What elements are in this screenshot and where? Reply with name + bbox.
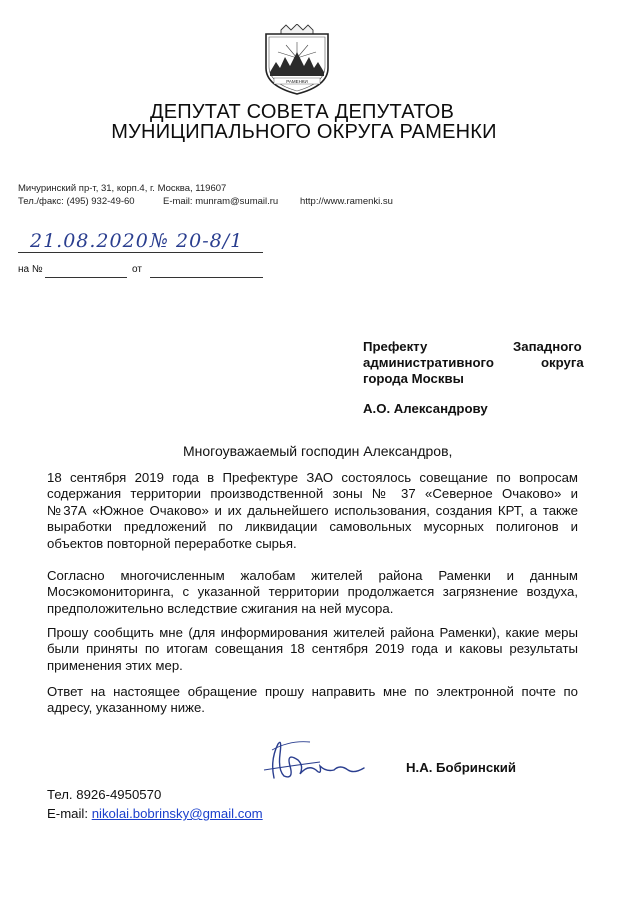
contact-email-label: E-mail:	[47, 806, 89, 821]
ref-date-line	[150, 277, 263, 278]
paragraph-4	[47, 684, 578, 717]
contact-email-row	[47, 806, 263, 821]
handwritten-number: № 20-8/1	[150, 230, 244, 252]
ref-date-label: от	[132, 264, 142, 275]
org-title-line2: МУНИЦИПАЛЬНОГО ОКРУГА РАМЕНКИ	[111, 121, 497, 143]
ref-number-label: на №	[18, 264, 43, 275]
paragraph-1	[47, 470, 578, 552]
paragraph-line: адресу, указанному ниже.	[47, 700, 205, 716]
svg-text:РАМЕНКИ: РАМЕНКИ	[286, 79, 308, 84]
paragraph-3	[47, 625, 578, 674]
paragraph-line: применения этих мер.	[47, 657, 183, 673]
paragraph-line: объектов повторной переработке сырья.	[47, 535, 297, 551]
org-phone: Тел./факс: (495) 932-49-60	[18, 196, 135, 207]
handwritten-date: 21.08.2020	[30, 230, 149, 252]
contact-phone: Тел. 8926-4950570	[47, 787, 162, 802]
paragraph-line: Ответ на настоящее обращение прошу направить мне по электронной почте по	[47, 684, 578, 699]
paragraph-line: были приняты по итогам совещания 18 сентября 2019 года и каковы результаты	[47, 641, 578, 657]
paragraph-line: предположительно вследствие сжигания на ней мусора.	[47, 600, 394, 616]
paragraph-line: Прошу сообщить мне (для информирования жителей района Раменки), какие меры	[47, 625, 578, 640]
paragraph-2	[47, 568, 578, 617]
salutation: Многоуважаемый господин Александров,	[183, 443, 453, 459]
paragraph-line: №37А «Южное Очаково» и их дальнейшего использования, создания КРТ, а также	[47, 502, 578, 518]
handwritten-signature	[260, 730, 370, 786]
org-email: E-mail: munram@sumail.ru	[163, 196, 279, 207]
addressee-line1-left: Префекту	[363, 339, 428, 354]
ref-number-line	[45, 277, 127, 278]
org-website: http://www.ramenki.su	[300, 196, 393, 207]
addressee-line2-right: округа	[541, 355, 584, 370]
paragraph-line: содержания территории производственной зоны № 37 «Северное Очаково» и	[47, 486, 578, 502]
paragraph-line: Согласно многочисленным жалобам жителей района Раменки и данным	[47, 568, 578, 583]
coat-of-arms-icon	[256, 24, 338, 96]
paragraph-line: 18 сентября 2019 года в Префектуре ЗАО состоялось совещание по вопросам	[47, 470, 578, 485]
addressee-line1-right: Западного	[513, 339, 582, 354]
contact-email-link[interactable]: nikolai.bobrinsky@gmail.com	[91, 806, 263, 821]
paragraph-line: выработки предложений по ликвидации самовольных мусорных полигонов и	[47, 519, 578, 535]
signatory-name: Н.А. Бобринский	[406, 760, 516, 775]
org-title-line1: ДЕПУТАТ СОВЕТА ДЕПУТАТОВ	[149, 101, 455, 123]
addressee-line2-left: административного	[363, 355, 494, 370]
date-number-line	[18, 252, 263, 253]
addressee-name: А.О. Александрову	[363, 401, 488, 416]
paragraph-line: Мосэкомониторинга, с указанной территории продолжается загрязнение воздуха,	[47, 584, 578, 600]
org-address: Мичуринский пр-т, 31, корп.4, г. Москва, 119607	[18, 183, 227, 194]
addressee-line3: города Москвы	[363, 371, 464, 386]
